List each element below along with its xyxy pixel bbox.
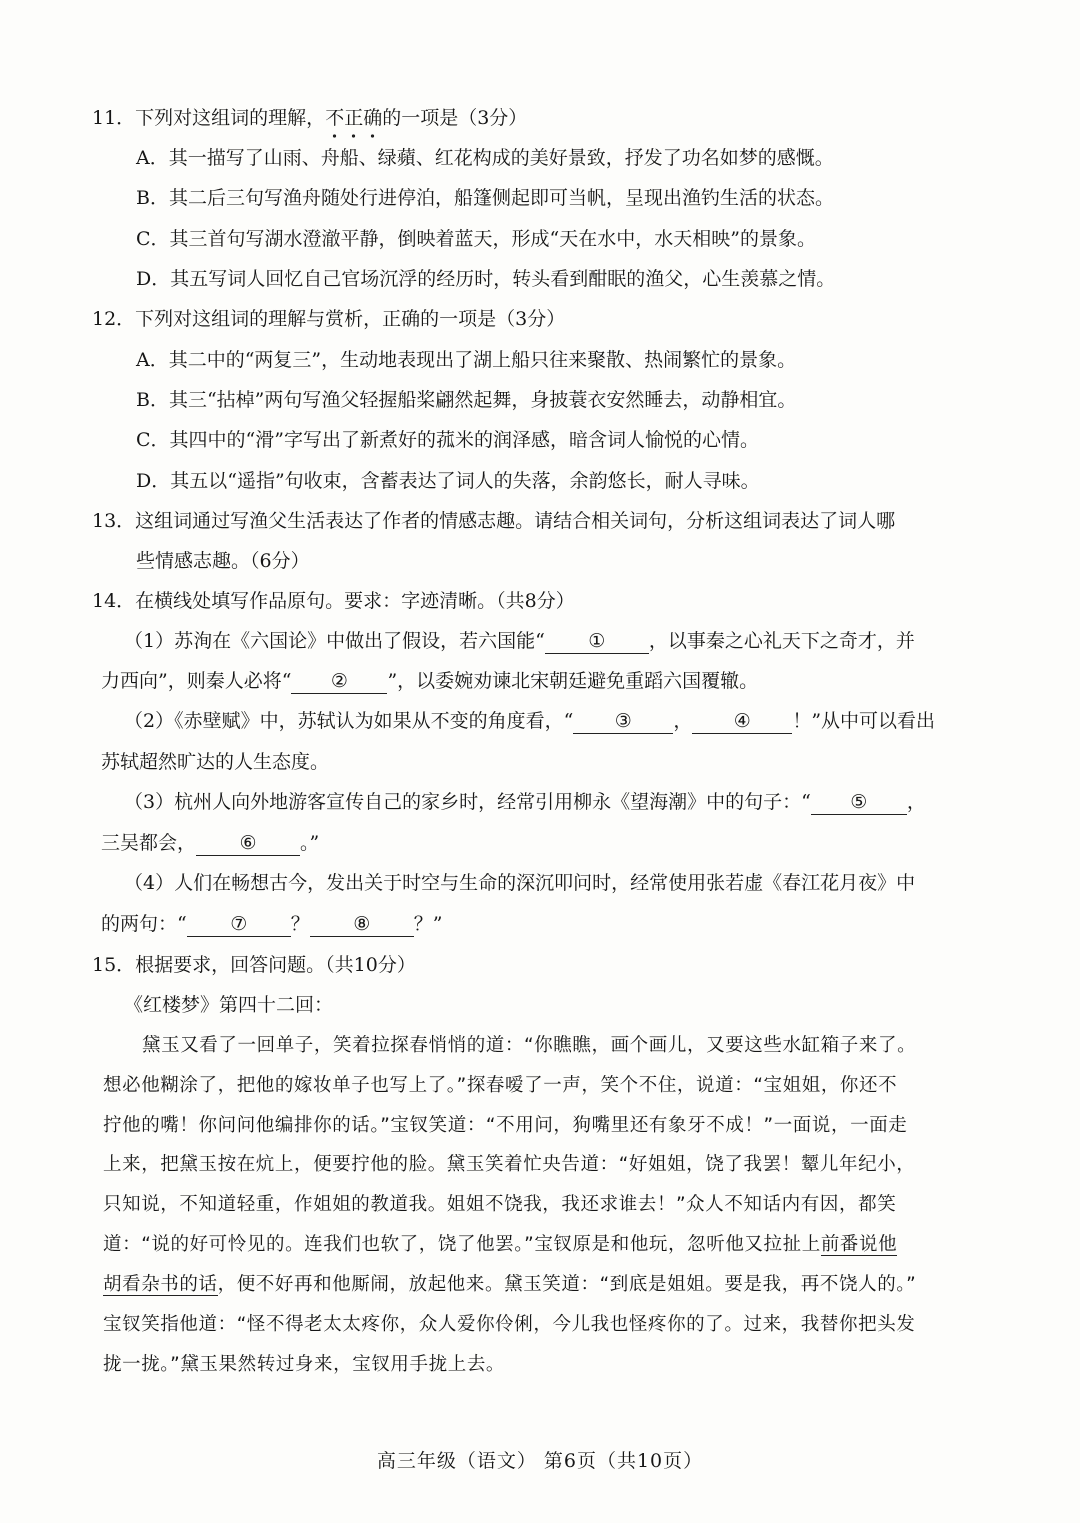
q14-part3-line1 — [124, 788, 926, 816]
text: ，以事秦之心礼天下之奇才，并 — [648, 630, 915, 652]
passage-line-3: 拧他的嘴！你问问他编排你的话。”宝钗笑道：“不用问，狗嘴里还有象牙不成！”一面说，一面走 — [103, 1115, 908, 1136]
answer-blank-3[interactable]: ③ — [573, 709, 673, 734]
answer-blank-2[interactable]: ② — [291, 669, 387, 694]
q12-option-a: A．其二中的“两复三”，生动地表现出了湖上船只往来聚散、热闹繁忙的景象。 — [136, 349, 797, 371]
text: 力西向”，则秦人必将“ — [101, 670, 292, 692]
underlined-phrase-part1: 前番说他 — [820, 1234, 898, 1255]
answer-blank-7[interactable]: ⑦ — [187, 912, 291, 937]
answer-blank-8[interactable]: ⑧ — [310, 912, 414, 937]
q11-option-a: A．其一描写了山雨、舟船、绿蘋、红花构成的美好景致，抒发了功名如梦的感慨。 — [136, 147, 834, 169]
answer-blank-6[interactable]: ⑥ — [196, 831, 300, 856]
q14-part3-line2 — [101, 829, 319, 857]
q13-stem-line1: 13．这组词通过写渔父生活表达了作者的情感志趣。请结合相关词句，分析这组词表达了词人哪 — [92, 510, 896, 532]
answer-blank-1[interactable]: ① — [545, 629, 649, 654]
q11-option-d: D．其五写词人回忆自己官场沉浮的经历时，转头看到酣眠的渔父，心生羡慕之情。 — [136, 268, 836, 290]
text: 。” — [300, 832, 320, 854]
q12-option-b: B．其三“拈棹”两句写渔父轻握船桨翩然起舞，身披蓑衣安然睡去，动静相宜。 — [136, 389, 797, 411]
q14-part1-line1 — [124, 627, 915, 655]
answer-blank-5[interactable]: ⑤ — [811, 790, 907, 815]
passage-line-5: 只知说，不知道轻重，作姐姐的教道我。姐姐不饶我，我还求谁去！”众人不知话内有因，都笑 — [103, 1194, 897, 1215]
passage-line-1: 黛玉又看了一回单子，笑着拉探春悄悄的道：“你瞧瞧，画个画儿，又要这些水缸箱子来了。 — [142, 1035, 917, 1056]
passage-line-4: 上来，把黛玉按在炕上，便要拧他的脸。黛玉笑着忙央告道：“好姐姐，饶了我罢！颦儿年纪小， — [103, 1154, 916, 1175]
text: ， — [673, 710, 693, 732]
q11-option-c: C．其三首句写湖水澄澈平静，倒映着蓝天，形成“天在水中，水天相映”的景象。 — [136, 228, 816, 250]
q13-stem-line2: 些情感志趣。（6分） — [136, 550, 310, 572]
passage-line-2: 想必他糊涂了，把他的嫁妆单子也写上了。”探春嗳了一声，笑个不住，说道：“宝姐姐，你还不 — [103, 1075, 898, 1096]
text: ，便不好再和他厮闹，放起他来。黛玉笑道：“到底是姐姐。要是我，再不饶人的。” — [217, 1274, 917, 1295]
passage-line-6 — [103, 1231, 897, 1259]
q12-option-c: C．其四中的“滑”字写出了新煮好的菰米的润泽感，暗含词人愉悦的心情。 — [136, 429, 759, 451]
text: ？” — [413, 913, 443, 935]
q14-stem: 14．在横线处填写作品原句。要求：字迹清晰。（共8分） — [92, 590, 575, 612]
page-footer: 高三年级（语文） 第6页（共10页） — [376, 1450, 704, 1472]
q12-stem: 12．下列对这组词的理解与赏析，正确的一项是（3分） — [92, 308, 566, 330]
text: ”，以委婉劝谏北宋朝廷避免重蹈六国覆辙。 — [387, 670, 759, 692]
q11-emphasis: 不正确 — [325, 104, 382, 132]
q14-part1-line2 — [101, 667, 758, 695]
underlined-phrase-part2: 胡看杂书的话 — [103, 1274, 218, 1295]
text: （1）苏洵在《六国论》中做出了假设，若六国能“ — [124, 630, 545, 652]
q15-source-title: 《红楼梦》第四十二回： — [124, 994, 334, 1016]
q11-option-b: B．其二后三句写渔舟随处行进停泊，船篷侧起即可当帆，呈现出渔钓生活的状态。 — [136, 187, 834, 209]
q14-part4-line1: （4）人们在畅想古今，发出关于时空与生命的深沉叩问时，经常使用张若虚《春江花月夜》中 — [124, 872, 916, 894]
text: （3）杭州人向外地游客宣传自己的家乡时，经常引用柳永《望海潮》中的句子：“ — [124, 791, 811, 813]
q14-part2-line1 — [124, 707, 935, 735]
q11-stem — [92, 104, 527, 132]
text: （2）《赤壁赋》中，苏轼认为如果从不变的角度看，“ — [124, 710, 574, 732]
q11-stem-suffix: 的一项是（3分） — [382, 107, 528, 129]
passage-line-7 — [103, 1271, 916, 1299]
text: 的两句：“ — [101, 913, 187, 935]
q14-part4-line2 — [101, 910, 442, 938]
text: 三吴都会， — [101, 832, 197, 854]
passage-line-8: 宝钗笑指他道：“怪不得老太太疼你，众人爱你伶俐，今儿我也怪疼你的了。过来，我替你把头发 — [103, 1314, 916, 1335]
q15-stem: 15．根据要求，回答问题。（共10分） — [92, 954, 416, 976]
text: 道：“说的好可怜见的。连我们也软了，饶了他罢。”宝钗原是和他玩，忽听他又拉扯上 — [103, 1234, 821, 1255]
passage-line-9: 拢一拢。”黛玉果然转过身来，宝钗用手拢上去。 — [103, 1354, 506, 1375]
text: ！”从中可以看出 — [792, 710, 936, 732]
q14-part2-line2: 苏轼超然旷达的人生态度。 — [101, 751, 330, 773]
q11-stem-prefix: 11．下列对这组词的理解， — [92, 107, 326, 129]
q12-option-d: D．其五以“遥指”句收束，含蓄表达了词人的失落，余韵悠长，耐人寻味。 — [136, 470, 760, 492]
text: ， — [906, 791, 926, 813]
answer-blank-4[interactable]: ④ — [692, 709, 792, 734]
text: ？ — [290, 913, 310, 935]
